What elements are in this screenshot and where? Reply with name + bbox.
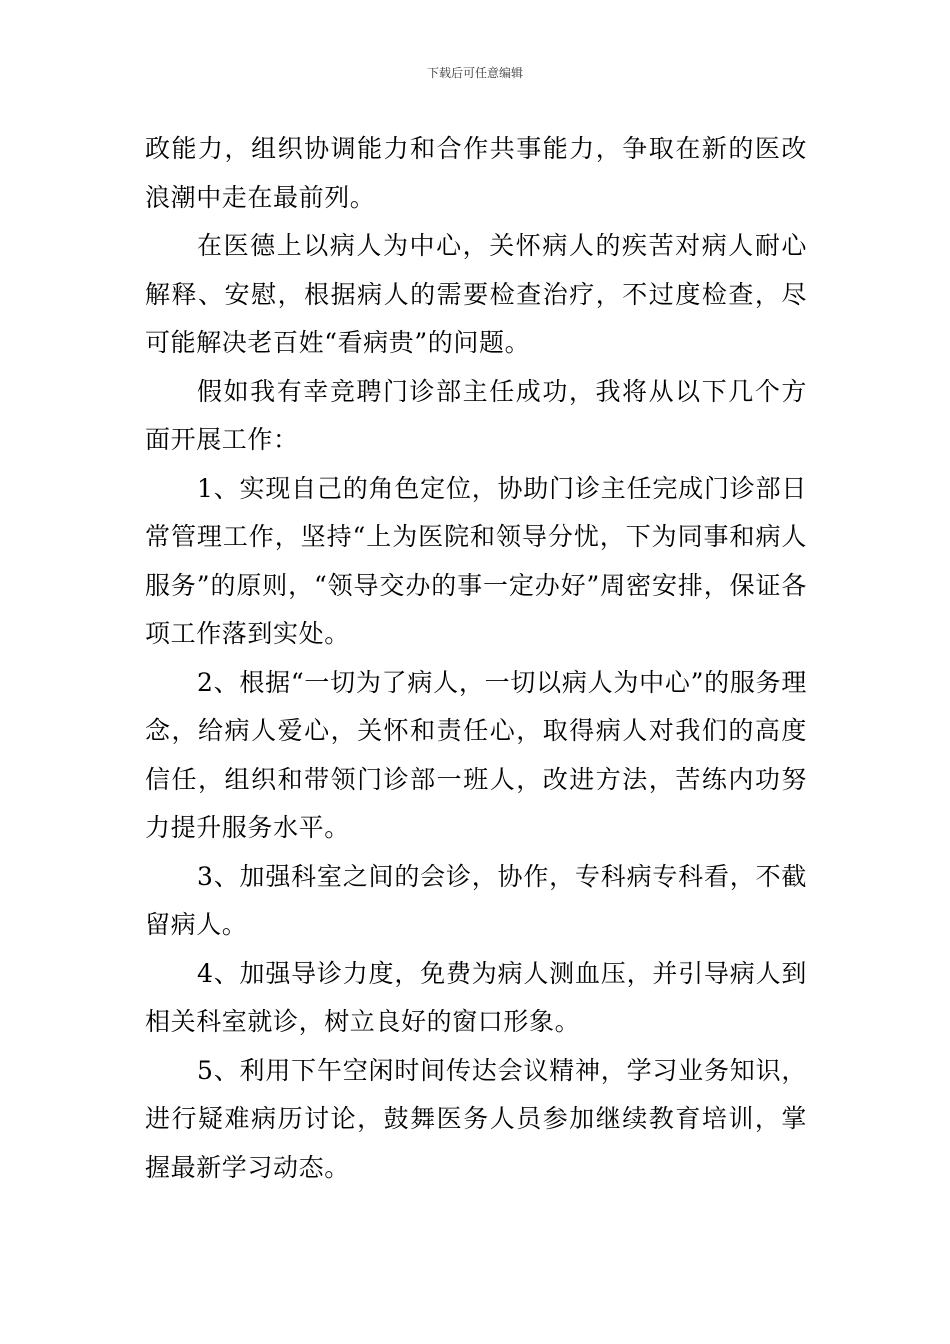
- paragraph-1: 政能力，组织协调能力和合作共事能力，争取在新的医改浪潮中走在最前列。: [145, 134, 807, 212]
- paragraph-6: 3、加强科室之间的会诊，协作，专科病专科看，不截留病人。: [145, 861, 807, 939]
- paragraph-3: 假如我有幸竞聘门诊部主任成功，我将从以下几个方面开展工作：: [145, 376, 807, 454]
- document-body: [145, 125, 807, 1192]
- paragraph-8: 5、利用下午空闲时间传达会议精神，学习业务知识，进行疑难病历讨论，鼓舞医务人员参加继续教育培训，掌握最新学习动态。: [145, 1055, 807, 1182]
- page-header-note: 下载后可任意编辑: [426, 66, 523, 80]
- paragraph-4: 1、实现自己的角色定位，协助门诊主任完成门诊部日常管理工作，坚持“上为医院和领导分忧，下为同事和病人服务”的原则，“领导交办的事一定办好”周密安排，保证各项工作落到实处。: [145, 473, 807, 648]
- paragraph-7: 4、加强导诊力度，免费为病人测血压，并引导病人到相关科室就诊，树立良好的窗口形象。: [145, 958, 807, 1036]
- paragraph-2: 在医德上以病人为中心，关怀病人的疾苦对病人耐心解释、安慰，根据病人的需要检查治疗，不过度检查，尽可能解决老百姓“看病贵”的问题。: [145, 231, 807, 357]
- paragraph-5: 2、根据“一切为了病人，一切以病人为中心”的服务理念，给病人爱心，关怀和责任心，取得病人对我们的高度信任，组织和带领门诊部一班人，改进方法，苦练内功努力提升服务水平。: [145, 667, 807, 842]
